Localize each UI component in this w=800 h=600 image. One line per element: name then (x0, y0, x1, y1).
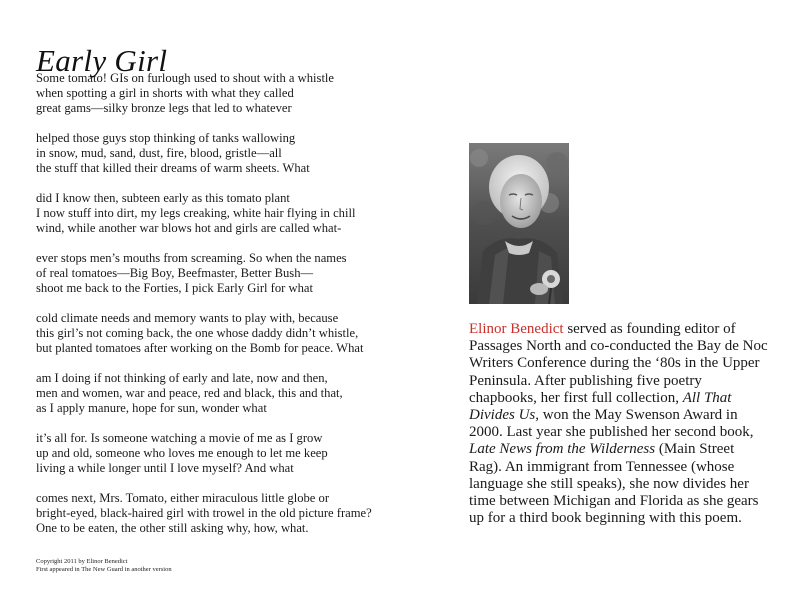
poem-line: great gams—silky bronze legs that led to whatever (36, 101, 292, 115)
poem-line: helped those guys stop thinking of tanks wallowing (36, 131, 296, 145)
poem-line: comes next, Mrs. Tomato, either miraculous little globe or (36, 491, 330, 505)
poem-line: wind, while another war blows hot and girls are called what- (36, 221, 342, 235)
poem-line: did I know then, subteen early as this tomato plant (36, 191, 290, 205)
first-appeared-note: First appeared in The New Guard in another version (36, 566, 172, 573)
stanza (36, 71, 436, 116)
poem-line: bright-eyed, black-haired girl with trowel in the old picture frame? (36, 506, 372, 520)
stanza (36, 371, 436, 416)
stanza (36, 311, 436, 356)
poem-line: of real tomatoes—Big Boy, Beefmaster, Better Bush— (36, 266, 314, 280)
stanza (36, 251, 436, 296)
poem-line: cold climate needs and memory wants to play with, because (36, 311, 339, 325)
bio-text-2: , won the May Swenson Award in 2000. Last year she published her second book, (469, 407, 754, 441)
poem-line: ever stops men’s mouths from screaming. So when the names (36, 251, 347, 265)
poem-line: Some tomato! GIs on furlough used to shout with a whistle (36, 71, 335, 85)
poem-line: living a while longer until I love myself? And what (36, 461, 294, 475)
book-title-2: Late News from the Wilderness (469, 441, 656, 458)
poem-line: shoot me back to the Forties, I pick Early Girl for what (36, 281, 313, 295)
bio-text-1: served as founding editor of Passages North and co-conducted the Bay de Noc Writers Conference during the ‘80s in the Upper Peninsula. After publishing five poetry chapbooks, her first full collection, (469, 321, 768, 406)
poem-title: Early Girl (36, 42, 168, 78)
poem-line: but planted tomatoes after working on the Bomb for peace. What (36, 341, 364, 355)
book-title-1: All That Divides Us (469, 389, 732, 424)
author-photo (469, 143, 569, 304)
poem-line: this girl’s not coming back, the one whose daddy didn’t whistle, (36, 326, 359, 340)
poem-line: One to be eaten, the other still asking why, how, what. (36, 521, 309, 535)
copyright-note: Copyright 2011 by Elinor Benedict (36, 558, 128, 565)
poem-line: in snow, mud, sand, dust, fire, blood, gristle—all (36, 146, 282, 160)
author-bio (469, 321, 769, 527)
stanza (36, 131, 436, 176)
poem-line: the stuff that killed their dreams of warm sheets. What (36, 161, 310, 175)
author-portrait-image (469, 143, 569, 304)
poem-line: up and old, someone who loves me enough to let me keep (36, 446, 328, 460)
author-name: Elinor Benedict (469, 321, 564, 337)
poem-line: am I doing if not thinking of early and late, now and then, (36, 371, 328, 385)
bio-text-3: (Main Street Rag). An immigrant from Tennessee (whose language she still speaks), she now divides her time between Michigan and Florida as she gears up for a third book beginning with this poem. (469, 441, 759, 527)
poem-line: I now stuff into dirt, my legs creaking, white hair flying in chill (36, 206, 356, 220)
stanza (36, 191, 436, 236)
poem-line: as I apply manure, hope for sun, wonder what (36, 401, 267, 415)
footer (36, 558, 172, 574)
poem-line: it’s all for. Is someone watching a movie of me as I grow (36, 431, 323, 445)
poem-line: when spotting a girl in shorts with what they called (36, 86, 294, 100)
stanza (36, 491, 436, 536)
poem-line: men and women, war and peace, red and black, this and that, (36, 386, 343, 400)
stanza (36, 431, 436, 476)
poem-body (36, 71, 436, 551)
